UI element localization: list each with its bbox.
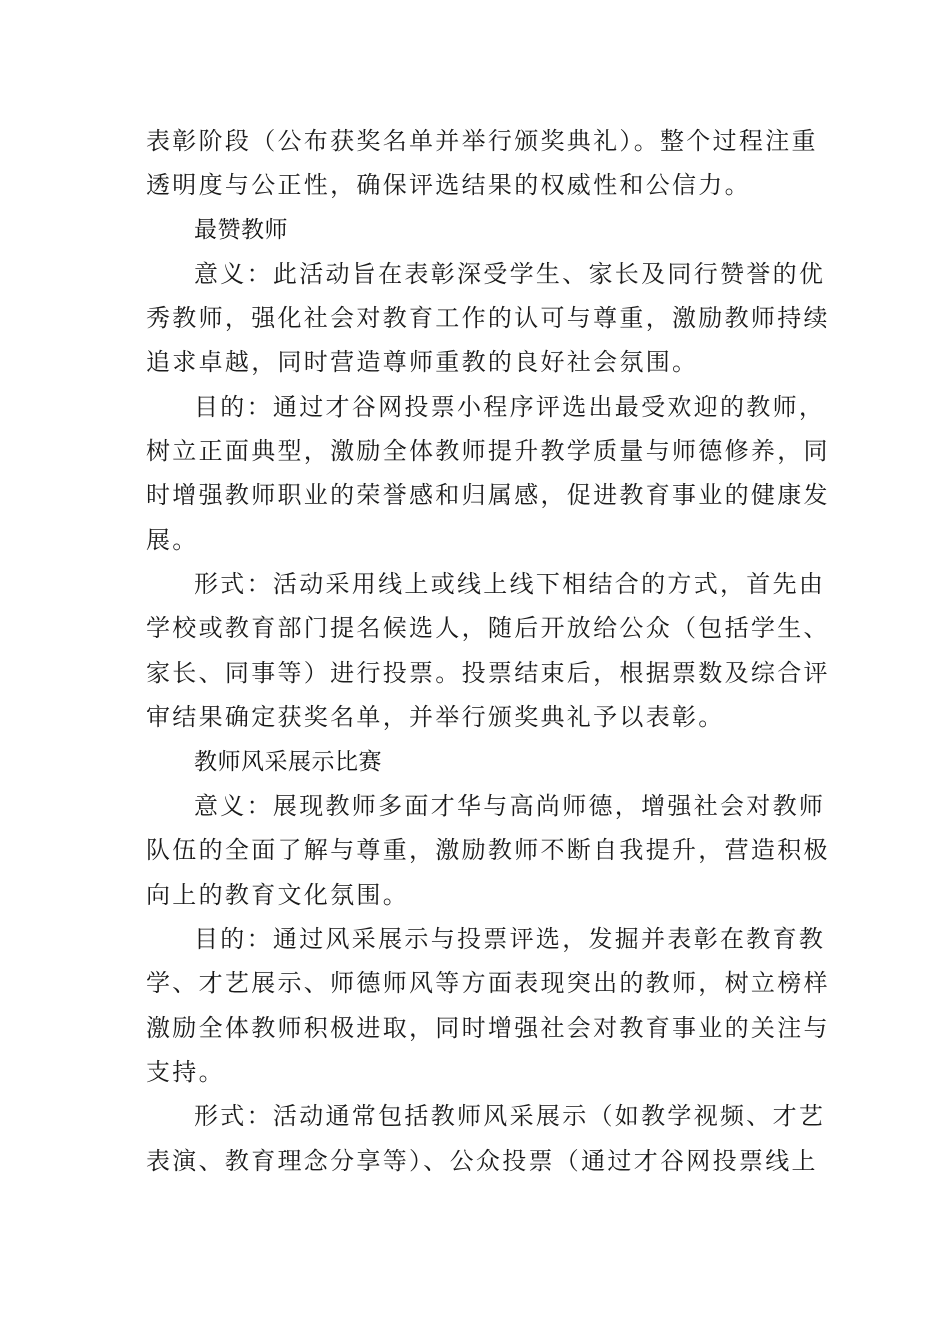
paragraph-line: 透明度与公正性，确保评选结果的权威性和公信力。 bbox=[146, 171, 751, 199]
paragraph-line: 激励全体教师积极进取，同时增强社会对教育事业的关注与 bbox=[146, 1014, 830, 1042]
paragraph-line: 秀教师，强化社会对教育工作的认可与尊重，激励教师持续 bbox=[146, 304, 830, 332]
paragraph-line: 意义：展现教师多面才华与高尚师德，增强社会对教师 bbox=[194, 792, 826, 820]
paragraph-line: 时增强教师职业的荣誉感和归属感，促进教育事业的健康发 bbox=[146, 481, 830, 509]
paragraph-line: 树立正面典型，激励全体教师提升教学质量与师德修养，同 bbox=[146, 437, 830, 465]
paragraph-line: 意义：此活动旨在表彰深受学生、家长及同行赞誉的优 bbox=[194, 260, 826, 288]
paragraph-line: 支持。 bbox=[146, 1058, 225, 1086]
paragraph-line: 形式：活动通常包括教师风采展示（如教学视频、才艺 bbox=[194, 1102, 826, 1130]
section-heading-best-teacher: 最赞教师 bbox=[194, 217, 288, 243]
paragraph-line: 表彰阶段（公布获奖名单并举行颁奖典礼）。整个过程注重 bbox=[146, 127, 818, 155]
paragraph-line: 形式：活动采用线上或线上线下相结合的方式，首先由 bbox=[194, 570, 826, 598]
paragraph-line: 向上的教育文化氛围。 bbox=[146, 881, 409, 909]
paragraph-line: 追求卓越，同时营造尊师重教的良好社会氛围。 bbox=[146, 348, 699, 376]
paragraph-line: 目的：通过风采展示与投票评选，发掘并表彰在教育教 bbox=[194, 925, 826, 953]
paragraph-line: 学、才艺展示、师德师风等方面表现突出的教师，树立榜样 bbox=[146, 969, 830, 997]
section-heading-teacher-showcase: 教师风采展示比赛 bbox=[194, 749, 382, 775]
paragraph-line: 学校或教育部门提名候选人，随后开放给公众（包括学生、 bbox=[146, 614, 830, 642]
paragraph-line: 目的：通过才谷网投票小程序评选出最受欢迎的教师， bbox=[194, 393, 826, 421]
paragraph-line: 审结果确定获奖名单，并举行颁奖典礼予以表彰。 bbox=[146, 703, 725, 731]
paragraph-line: 队伍的全面了解与尊重，激励教师不断自我提升，营造积极 bbox=[146, 836, 830, 864]
paragraph-line: 表演、教育理念分享等）、公众投票（通过才谷网投票线上 bbox=[146, 1147, 818, 1175]
paragraph-line: 家长、同事等）进行投票。投票结束后，根据票数及综合评 bbox=[146, 659, 830, 687]
paragraph-line: 展。 bbox=[146, 526, 199, 554]
